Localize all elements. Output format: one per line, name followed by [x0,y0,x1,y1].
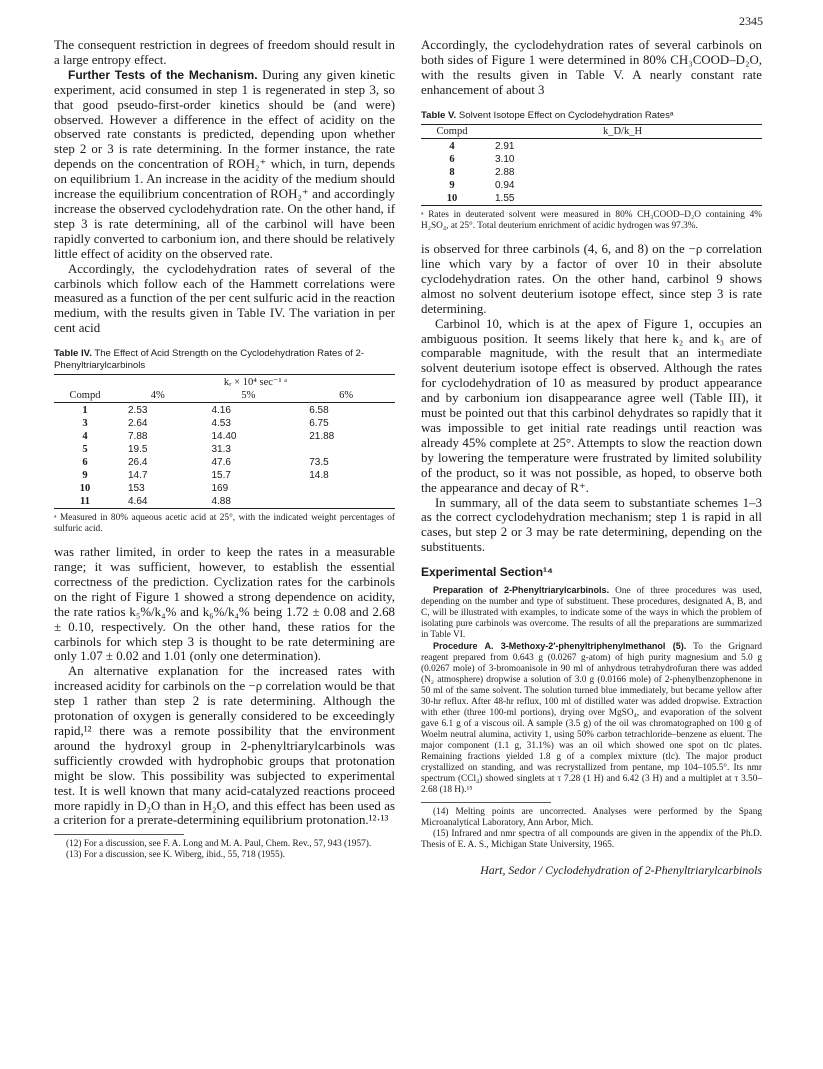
data-table [421,124,762,206]
page-number: 2345 [739,14,763,28]
compound-number: 10 [79,483,91,495]
table-label: Table V. [421,109,457,121]
rate-4pct: 14.7 [128,470,148,482]
isotope-ratio: 1.55 [495,193,515,205]
paragraph: Carbinol 10, which is at the apex of Figure 1, occupies an ambiguous position. It seems likely that here k₂ and k₃ are of comparable magnitude, with the result that an intermediate solvent deuterium isotope effect is observed. Although the rates for cyclodehydration of 10 as measured by product appearance and by carbonium ion disappearance agree well (Table III), it must be pointed out that this carbinol dehydrates so rapidly that it was impossible to get initial rate readings until reaction was already 45% complete at 25°. Attempts to slow the reaction down by lowering the temperature were frustrated by limited solubility of the product, so it was not possible, as hoped, to observe both the appearance and decay of R⁺. [421,316,762,495]
table-row [54,469,395,482]
kr-header: kᵣ × 10⁴ sec⁻¹ ᵃ [223,377,288,389]
table-row [421,139,762,154]
paragraph: was rather limited, in order to keep the rates in a measurable range; it was sufficient, however, to establish the essential correctness of the prediction. Cyclization rates for the carbinols on the right of Figure 1 showed a strong dependence on acidity, the rate ratios k₅%/k₄% and k₆%/k₄% being 1.72 ± 0.08 and 2.68 ± 0.10, respectively. On the other hand, these ratios for the carbinols for which step 3 is thought to be rate determining are only 1.07 ± 0.02 and 1.01 (only one determination). [54,545,395,664]
rate-5pct: 14.40 [211,431,237,443]
paragraph [421,585,762,641]
paragraph: The consequent restriction in degrees of freedom should result in a large entropy effect. [54,38,395,67]
compound-number: 9 [449,180,455,192]
rate-5pct: 169 [211,483,229,495]
paragraph: is observed for three carbinols (4, 6, and 8) on the −ρ correlation line which vary by a factor of over 10 in their absolute cyclodehydration rates. On the other hand, carbinol 9 shows almost no solvent deuterium isotope effect, since step 3 is rate determining. [421,242,762,316]
table-v [421,110,762,233]
table-row [54,495,395,509]
rate-6pct: 73.5 [309,457,329,469]
table-row [54,482,395,495]
table-row [421,192,762,206]
footnotes [421,807,762,851]
compound-number: 4 [449,141,455,153]
compound-number: 8 [449,167,455,179]
table-row [54,417,395,430]
paragraph-text: During any given kinetic experiment, acid consumed in step 1 is regenerated in step 3, so that good pseudo-first-order kinetics should be (and were) observed. However a difference in the effect of acidity on the observed rate constants is predicted, depending upon whether step 2 or 3 is rate determining. In the former instance, the rate depends on the concentration of ROH₂⁺ which, in turn, depends on equilibrium 1. An increase in the acidity of the medium should increase the equilibrium concentration of ROH₂⁺ and accordingly increase the observed cyclodehydration rate. On the other hand, if step 3 is rate determining, all of the carbinol will have been rapidly converted to carbonium ion, and there should be relatively little effect of acidity on the observed rate. [54,67,395,261]
rate-6pct [297,495,395,509]
compound-number: 11 [80,496,90,508]
rate-6pct [297,482,395,495]
table-row [54,456,395,469]
table-title: Solvent Isotope Effect on Cyclodehydration Ratesᵃ [458,109,674,121]
run-in-heading: Procedure A. 3-Methoxy-2′-phenyltriphenylmethanol (5). [433,641,687,652]
column-header: 5% [241,390,256,402]
isotope-ratio: 0.94 [495,180,515,192]
rate-6pct: 6.58 [309,405,329,417]
rate-5pct: 47.6 [211,457,231,469]
paragraph: In summary, all of the data seem to substantiate schemes 1–3 as the correct cyclodehydration mechanism; step 1 is rapid in all cases, but step 2 or 3 may be rate determining, depending on the substituents. [421,495,762,555]
paragraph: Accordingly, the cyclodehydration rates of several of the carbinols which follow each of the Hammett correlations were measured as a function of the per cent sulfuric acid in the reaction medium, with the results given in Table IV. The variation in per cent acid [54,261,395,336]
footnote: (12) For a discussion, see F. A. Long and M. A. Paul, Chem. Rev., 57, 943 (1957). [66,839,372,850]
compound-number: 5 [82,444,88,456]
table-row [421,153,762,166]
rate-4pct: 4.64 [128,496,148,508]
table-iv [54,348,395,535]
column-header: Compd [69,390,101,402]
paragraph-text: To the Grignard reagent prepared from 0.643 g (0.0267 g-atom) of high purity magnesium and 5.0 g (0.0267 mole) of 3-bromoanisole in 90 ml of anhydrous tetrahydrofuran there was added (N₂ atmosphere) dropwise a solution of 3.0 g (0.0166 mole) of 2-phenylbenzophenone in 50 ml of the same solvent. The solution turned blue immediately, but became yellow after 30-hr reflux. After 48-hr reflux, 100 ml of distilled water was added dropwise. Extraction with ether (three 100-ml portions), drying over MgSO₄, and evaporation of the solvent gave 6.1 g of a viscous oil. A sample (3.5 g) of the oil was chromatographed on 100 g of Woelm neutral alumina, activity 1, using 50% carbon tetrachloride–benzene as eluent. The major component (1.1 g, 31.1%) was an oil which showed one spot on tlc plates. Remaining fractions yielded 1.8 g of a complex mixture (tlc). The major product crystallized on standing, and was recrystallized from pentane, mp 104–105.5°. Its nmr spectrum (CCl₄) showed singlets at τ 7.28 (1 H) and 6.42 (3 H) and a multiplet at τ 3.50–2.68 (18 H).¹⁵ [421,642,762,796]
footnote-rule [421,802,551,803]
compound-number: 6 [82,457,88,469]
section-title: Experimental Section¹⁴ [421,565,553,580]
compound-number: 4 [82,431,88,443]
paragraph-text: One of three procedures was used, depending on the number and type of substituent. These procedures, designated A, B, and C, will be illustrated with examples, to indicate some of the ways in which the problem of isolating pure carbinols was overcome. The results of all the preparations are summarized in Table VI. [421,586,762,641]
paragraph: Accordingly, the cyclodehydration rates of several carbinols on both sides of Figure 1 were determined in 80% CH₃COOD–D₂O, with the results given in Table V. A nearly constant rate enhancement of about 3 [421,38,762,97]
rate-4pct: 2.53 [128,405,148,417]
table-row [54,443,395,456]
footnotes [54,839,395,861]
compound-number: 1 [82,405,88,417]
running-footer: Hart, Sedor / Cyclodehydration of 2-Phenyltriarylcarbinols [480,863,762,878]
rate-4pct: 26.4 [128,457,148,469]
rate-4pct: 7.88 [128,431,148,443]
rate-6pct: 14.8 [309,470,329,482]
table-caption [54,348,395,371]
run-in-heading: Further Tests of the Mechanism. [68,67,258,82]
compound-number: 6 [449,154,455,166]
table-row [54,403,395,418]
column-header: 4% [150,390,165,402]
rate-4pct: 153 [128,483,145,495]
footnote: (13) For a discussion, see K. Wiberg, ibid., 55, 718 (1955). [66,850,286,861]
right-column [421,38,762,878]
table-row [54,430,395,443]
table-caption [421,110,762,122]
rate-4pct: 19.5 [128,444,148,456]
rate-6pct: 6.75 [309,418,329,430]
table-row [421,179,762,192]
footnote-rule [54,834,184,835]
isotope-ratio: 3.10 [495,154,515,166]
footnote: (15) Infrared and nmr spectra of all compounds are given in the appendix of the Ph.D. Thesis of E. A. S., Michigan State University, 1965. [421,829,762,851]
column-header: Compd [436,126,468,138]
isotope-ratio: 2.88 [495,167,515,179]
paragraph: An alternative explanation for the increased rates with increased acidity for carbinols on the −ρ correlation would be that step 1 rather than step 2 is rate determining. Although the protonation of oxygen is generally considered to be exceedingly rapid,¹² there was a remote possibility that the environment around the hydroxyl group in 2-phenyltriarylcarbinols was sufficiently crowded with hydrophobic groups that protonation might be slow. This possibility was subjected to experimental test. It is well known that many acid-catalyzed reactions proceed more rapidly in D₂O than in H₂O, and this effect has been used as a criterion for a prerate-determining equilibrium protonation.¹²·¹³ [54,664,395,828]
rate-5pct: 4.88 [211,496,231,508]
rate-6pct: 21.88 [309,431,335,443]
compound-number: 10 [446,193,458,205]
table-label: Table IV. [54,348,92,360]
left-column [54,38,395,861]
table-footnote: ᵃ Measured in 80% aqueous acetic acid at 25°, with the indicated weight percentages of sulfuric acid. [54,513,395,535]
compound-number: 9 [82,470,88,482]
table-title: The Effect of Acid Strength on the Cyclodehydration Rates of 2-Phenyltriarylcarbinols [54,348,365,371]
rate-6pct [297,443,395,456]
column-header: k_D/k_H [602,126,643,138]
data-table [54,374,395,509]
isotope-ratio: 2.91 [495,141,515,153]
table-row [421,166,762,179]
compound-number: 3 [82,418,88,430]
rate-5pct: 4.53 [211,418,231,430]
rate-5pct: 15.7 [211,470,231,482]
rate-5pct: 31.3 [211,444,231,456]
rate-5pct: 4.16 [211,405,231,417]
footnote: (14) Melting points are uncorrected. Analyses were performed by the Spang Microanalytical Laboratory, Ann Arbor, Mich. [421,807,762,829]
table-footnote: ᵃ Rates in deuterated solvent were measured in 80% CH₃COOD–D₂O containing 4% H₂SO₄, at 25°. Total deuterium enrichment of acidic hydrogen was 97.3%. [421,210,762,232]
column-header: 6% [339,390,354,402]
rate-4pct: 2.64 [128,418,148,430]
paragraph [421,641,762,796]
paragraph [54,68,395,262]
run-in-heading: Preparation of 2-Phenyltriarylcarbinols. [433,585,610,596]
